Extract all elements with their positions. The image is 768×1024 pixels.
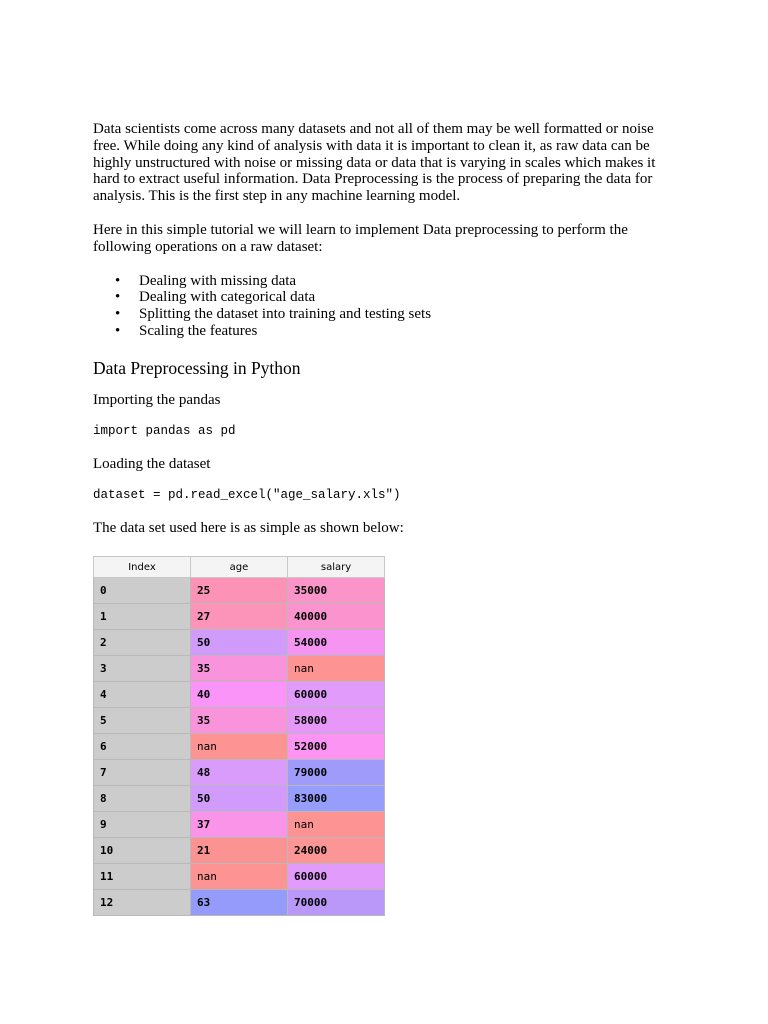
salary-cell: 83000 [288, 786, 385, 812]
table-row [94, 578, 385, 604]
age-cell: 48 [191, 760, 288, 786]
column-header-salary: salary [288, 557, 385, 578]
table-row [94, 682, 385, 708]
age-cell: 25 [191, 578, 288, 604]
salary-cell: 52000 [288, 734, 385, 760]
section-heading: Data Preprocessing in Python [93, 357, 301, 378]
index-cell: 8 [94, 786, 191, 812]
index-cell: 0 [94, 578, 191, 604]
salary-cell: 60000 [288, 682, 385, 708]
index-cell: 11 [94, 864, 191, 890]
age-cell: nan [191, 734, 288, 760]
salary-cell: 79000 [288, 760, 385, 786]
salary-cell: 40000 [288, 604, 385, 630]
age-cell: 27 [191, 604, 288, 630]
bullet-icon: • [115, 306, 121, 323]
list-item: • Scaling the features [115, 322, 258, 339]
index-cell: 4 [94, 682, 191, 708]
age-cell: 63 [191, 890, 288, 916]
list-item: • Splitting the dataset into training and testing sets [115, 306, 432, 323]
table-body [94, 578, 385, 916]
loading-code: dataset = pd.read_excel("age_salary.xls") [93, 487, 401, 502]
table-row [94, 604, 385, 630]
table-header-row [94, 557, 385, 578]
bullet-icon: • [115, 322, 121, 339]
index-cell: 9 [94, 812, 191, 838]
tutorial-paragraph: Here in this simple tutorial we will learn to implement Data preprocessing to perform the following operations on a raw dataset: [93, 221, 628, 255]
import-heading: Importing the pandas [93, 391, 221, 408]
age-cell: 35 [191, 656, 288, 682]
table-row [94, 656, 385, 682]
salary-cell: 35000 [288, 578, 385, 604]
loading-heading: Loading the dataset [93, 455, 211, 472]
salary-cell: 70000 [288, 890, 385, 916]
table-row [94, 708, 385, 734]
index-cell: 6 [94, 734, 191, 760]
index-cell: 12 [94, 890, 191, 916]
column-header-index: Index [94, 557, 191, 578]
table-row [94, 786, 385, 812]
bullet-icon: • [115, 272, 121, 289]
table-row [94, 812, 385, 838]
salary-cell: nan [288, 812, 385, 838]
salary-cell: 24000 [288, 838, 385, 864]
document-body [93, 121, 683, 554]
index-cell: 10 [94, 838, 191, 864]
table-row [94, 864, 385, 890]
index-cell: 2 [94, 630, 191, 656]
dataset-table [93, 556, 385, 916]
intro-paragraph: Data scientists come across many datasets and not all of them may be well formatted or noise free. While doing any kind of analysis with data it is important to clean it, as raw data can be highly unstructured with noise or missing data or data that is varying in scales which makes it hard to extract useful information. Data Preprocessing is the process of preparing the data for analysis. This is the first step in any machine learning model. [93, 121, 656, 205]
list-item: • Dealing with missing data [115, 272, 297, 289]
age-cell: 37 [191, 812, 288, 838]
salary-cell: nan [288, 656, 385, 682]
salary-cell: 60000 [288, 864, 385, 890]
age-cell: 50 [191, 786, 288, 812]
import-code: import pandas as pd [93, 423, 236, 438]
age-cell: 21 [191, 838, 288, 864]
column-header-age: age [191, 557, 288, 578]
table-row [94, 760, 385, 786]
table-row [94, 838, 385, 864]
table-row [94, 890, 385, 916]
salary-cell: 54000 [288, 630, 385, 656]
index-cell: 5 [94, 708, 191, 734]
salary-cell: 58000 [288, 708, 385, 734]
bullet-icon: • [115, 289, 121, 306]
age-cell: 35 [191, 708, 288, 734]
dataset-intro: The data set used here is as simple as shown below: [93, 519, 404, 536]
age-cell: nan [191, 864, 288, 890]
age-cell: 50 [191, 630, 288, 656]
age-cell: 40 [191, 682, 288, 708]
list-item: • Dealing with categorical data [115, 289, 316, 306]
operations-list [93, 273, 683, 340]
index-cell: 3 [94, 656, 191, 682]
table-row [94, 734, 385, 760]
table-row [94, 630, 385, 656]
index-cell: 7 [94, 760, 191, 786]
index-cell: 1 [94, 604, 191, 630]
